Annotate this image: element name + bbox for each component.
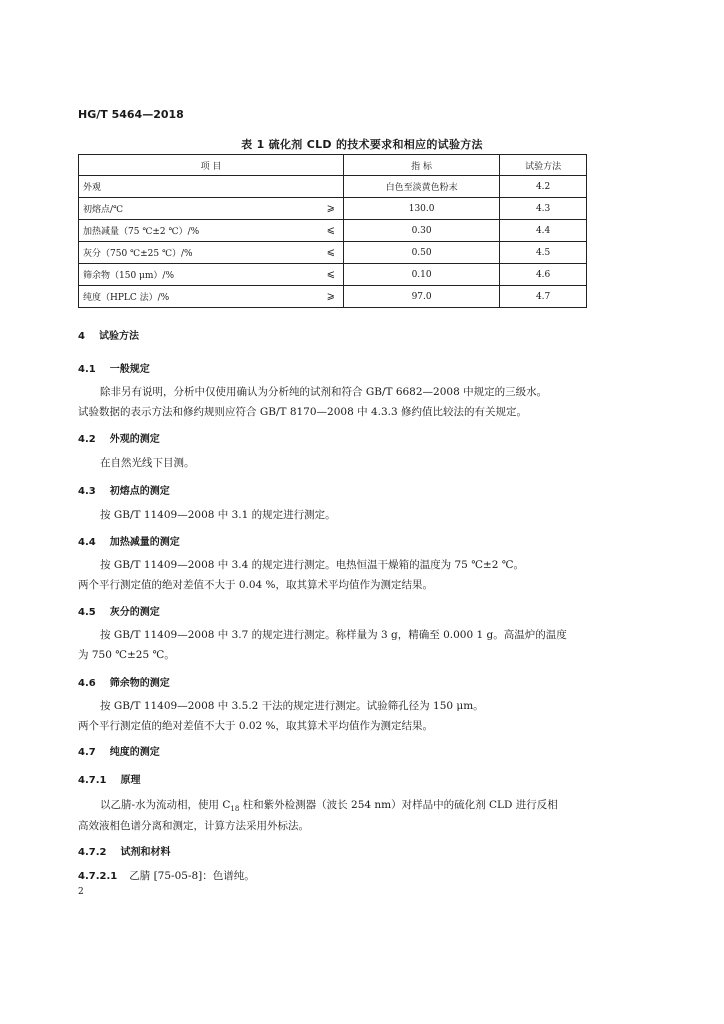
section-title: 纯度的测定 [109, 747, 160, 758]
section-number: 4.5 [78, 607, 96, 618]
row-value: 0.50 [344, 242, 500, 264]
section-title: 试剂和材料 [120, 847, 171, 858]
col-header-value: 指 标 [344, 155, 500, 176]
row-method: 4.7 [500, 286, 587, 308]
table-header-row [79, 155, 587, 176]
table-row [79, 286, 587, 308]
page-number: 2 [78, 887, 84, 897]
section-heading-4-7 [78, 743, 160, 758]
clause-number: 4.7.2.1 [78, 871, 118, 882]
paragraph-line: 试验数据的表示方法和修约规则应符合 GB/T 8170—2008 中 4.3.3 修约值比较法的有关规定。 [78, 406, 527, 418]
row-item: 纯度（HPLC 法）/% [79, 286, 308, 308]
row-item: 初熔点/℃ [79, 198, 308, 220]
paragraph-line [78, 797, 558, 813]
row-symbol [307, 176, 344, 198]
spec-table [78, 154, 587, 308]
row-symbol: ⩽ [307, 242, 344, 264]
paragraph-line: 两个平行测定值的绝对差值不大于 0.04 %，取其算术平均值作为测定结果。 [78, 579, 434, 591]
row-item: 外观 [79, 176, 308, 198]
clause-text: 乙腈 [75-05-8]：色谱纯。 [129, 870, 255, 882]
paragraph-line: 按 GB/T 11409—2008 中 3.7 的规定进行测定。称样量为 3 g，精确至 0.000 1 g。高温炉的温度 [100, 629, 567, 641]
section-number: 4.3 [78, 486, 96, 497]
section-title: 筛余物的测定 [109, 678, 170, 689]
row-value: 0.10 [344, 264, 500, 286]
paragraph-line: 按 GB/T 11409—2008 中 3.5.2 干法的规定进行测定。试验筛孔径为 150 μm。 [100, 700, 484, 712]
table-row [79, 220, 587, 242]
section-number: 4.1 [78, 364, 96, 375]
table-row [79, 242, 587, 264]
table-row [79, 176, 587, 198]
paragraph-line: 除非另有说明，分析中仅使用确认为分析纯的试剂和符合 GB/T 6682—2008 中规定的三级水。 [100, 386, 548, 398]
section-title: 外观的测定 [109, 434, 160, 445]
row-item: 筛余物（150 μm）/% [79, 264, 308, 286]
table-row [79, 264, 587, 286]
clause-4-7-2-1 [78, 868, 255, 883]
text-run: 以乙腈-水为流动相，使用 C [100, 799, 231, 811]
row-symbol: ⩽ [307, 264, 344, 286]
row-method: 4.5 [500, 242, 587, 264]
paragraph-line: 按 GB/T 11409—2008 中 3.1 的规定进行测定。 [100, 509, 336, 521]
row-item: 加热减量（75 ℃±2 ℃）/% [79, 220, 308, 242]
section-heading-4-1 [78, 360, 150, 375]
section-heading-4-2 [78, 430, 160, 445]
section-title: 一般规定 [109, 364, 150, 375]
section-heading-4-7-1 [78, 771, 140, 786]
section-number: 4.4 [78, 537, 96, 548]
row-method: 4.4 [500, 220, 587, 242]
section-title: 加热减量的测定 [109, 537, 180, 548]
section-number: 4.7 [78, 747, 96, 758]
row-symbol: ⩽ [307, 220, 344, 242]
section-number: 4.6 [78, 678, 96, 689]
paragraph-line: 按 GB/T 11409—2008 中 3.4 的规定进行测定。电热恒温干燥箱的温度为 75 ℃±2 ℃。 [100, 559, 524, 571]
section-title: 灰分的测定 [109, 607, 160, 618]
subscript: 18 [230, 805, 240, 814]
row-value: 白色至淡黄色粉末 [344, 176, 500, 198]
row-symbol: ⩾ [307, 286, 344, 308]
text-run: 柱和紫外检测器（波长 254 nm）对样品中的硫化剂 CLD 进行反相 [239, 799, 558, 811]
row-method: 4.2 [500, 176, 587, 198]
section-number: 4.7.1 [78, 775, 107, 786]
section-title: 初熔点的测定 [109, 486, 170, 497]
paragraph-line: 高效液相色谱分离和测定，计算方法采用外标法。 [78, 820, 309, 832]
col-header-item: 项 目 [79, 155, 344, 176]
row-method: 4.6 [500, 264, 587, 286]
section-title: 试验方法 [98, 331, 139, 342]
section-number: 4.2 [78, 434, 96, 445]
paragraph-line: 为 750 ℃±25 ℃。 [78, 649, 175, 661]
row-item: 灰分（750 ℃±25 ℃）/% [79, 242, 308, 264]
section-heading-4 [78, 327, 139, 342]
paragraph-line: 两个平行测定值的绝对差值不大于 0.02 %，取其算术平均值作为测定结果。 [78, 720, 434, 732]
row-value: 0.30 [344, 220, 500, 242]
paragraph-line: 在自然光线下目测。 [100, 457, 195, 469]
row-value: 130.0 [344, 198, 500, 220]
row-method: 4.3 [500, 198, 587, 220]
section-heading-4-7-2 [78, 843, 170, 858]
col-header-method: 试验方法 [500, 155, 587, 176]
table-caption: 表 1 硫化剂 CLD 的技术要求和相应的试验方法 [241, 138, 483, 151]
standard-code: HG/T 5464—2018 [78, 108, 184, 121]
section-heading-4-5 [78, 603, 160, 618]
row-value: 97.0 [344, 286, 500, 308]
section-heading-4-4 [78, 533, 180, 548]
row-symbol: ⩾ [307, 198, 344, 220]
section-heading-4-6 [78, 674, 170, 689]
section-number: 4 [78, 331, 85, 342]
section-heading-4-3 [78, 482, 170, 497]
table-row [79, 198, 587, 220]
section-title: 原理 [120, 775, 141, 786]
section-number: 4.7.2 [78, 847, 107, 858]
